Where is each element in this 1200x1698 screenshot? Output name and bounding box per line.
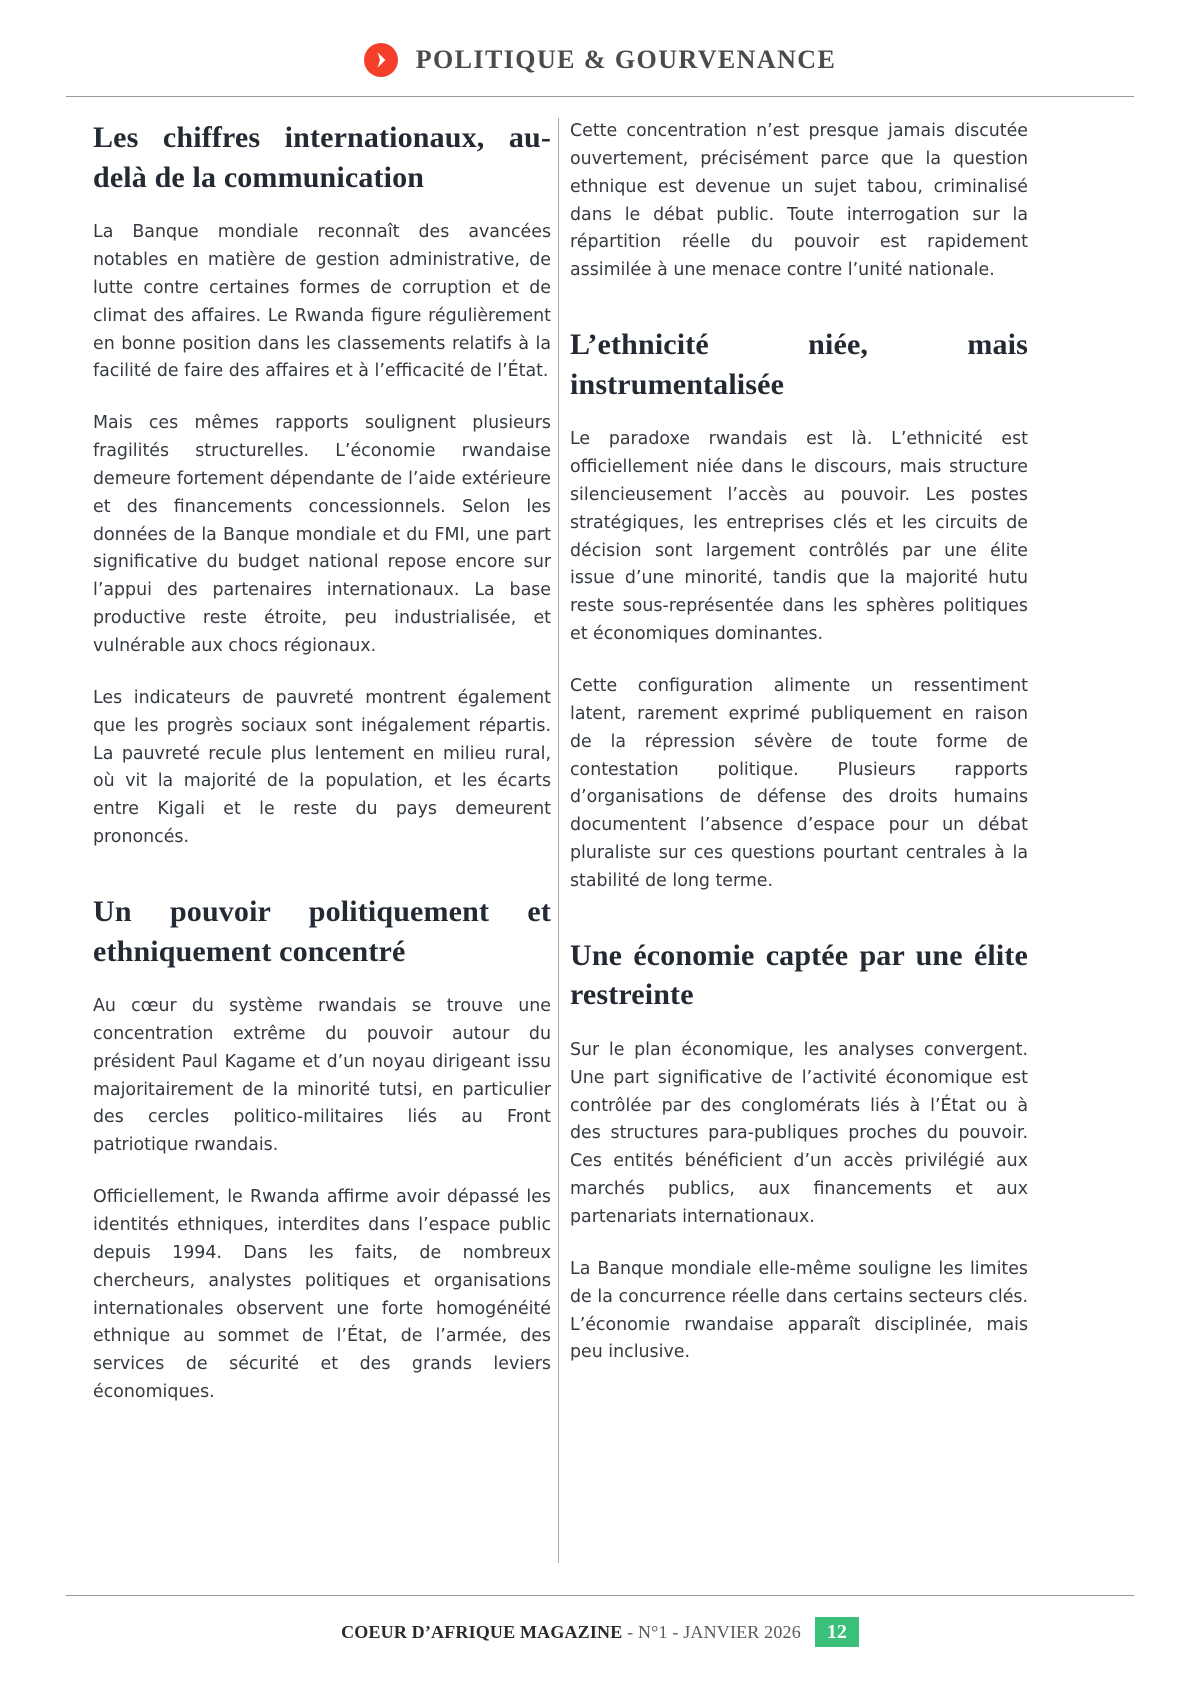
magazine-brand-name: COEUR D’AFRIQUE MAGAZINE (341, 1621, 623, 1642)
body-paragraph: Mais ces mêmes rapports soulignent plusieurs fragilités structurelles. L’économie rwandaise demeure fortement dépendante de l’aide extérieure et des financements concessionnels. Selon les données de la Banque mondiale et du FMI, une part significative du budget national repose encore sur l’appui des partenaires internationaux. La base productive reste étroite, peu industrialisée, et vulnérable aux chocs régionaux. (93, 413, 551, 656)
body-paragraph: Les indicateurs de pauvreté montrent également que les progrès sociaux sont inégalement répartis. La pauvreté recule plus lentement en milieu rural, où vit la majorité de la population, et les écarts entre Kigali et le reste du pays demeurent prononcés. (93, 687, 551, 848)
left-column (93, 118, 551, 1407)
body-paragraph: Au cœur du système rwandais se trouve une concentration extrême du pouvoir autour du président Paul Kagame et d’un noyau dirigeant issu majoritairement de la minorité tutsi, en particulier des cercles politico-militaires liés au Front patriotique rwandais. (93, 996, 551, 1156)
section-heading: Une économie captée par une élite restreinte (570, 938, 1028, 1012)
page-masthead (0, 36, 1200, 84)
body-paragraph: Officiellement, le Rwanda affirme avoir dépassé les identités ethniques, interdites dans l’espace public depuis 1994. Dans les faits, de nombreux chercheurs, analystes politiques et organisations internationales observent une forte homogénéité ethnique au sommet de l’État, de l’armée, des services de sécurité et des grands leviers économiques. (93, 1187, 551, 1403)
body-paragraph: Cette concentration n’est presque jamais discutée ouvertement, précisément parce que la question ethnique est devenue un sujet tabou, criminalisé dans le débat public. Toute interrogation sur la répartition réelle du pouvoir est rapidement assimilée à une menace contre l’unité nationale. (570, 121, 1028, 281)
section-heading: Les chiffres internationaux, au-delà de la communication (93, 121, 551, 194)
footer-divider-rule (66, 1595, 1134, 1596)
section-heading: L’ethnicité niée, mais instrumentalisée (570, 328, 1028, 401)
issue-date-label: - N°1 - JANVIER 2026 (622, 1621, 801, 1642)
section-kicker-title: POLITIQUE & GOURVENANCE (415, 45, 837, 74)
chevron-right-circle-icon (364, 43, 398, 77)
footer-inner (341, 1617, 859, 1647)
page-number-badge: 12 (815, 1617, 859, 1647)
column-divider (558, 118, 559, 1563)
body-paragraph: La Banque mondiale elle-même souligne les limites de la concurrence réelle dans certains secteurs clés. L’économie rwandaise apparaît disciplinée, mais peu inclusive. (570, 1258, 1028, 1363)
section-heading: Un pouvoir politiquement et ethniquement concentré (93, 894, 551, 968)
body-paragraph: Sur le plan économique, les analyses convergent. Une part significative de l’activité économique est contrôlée par des conglomérats liés à l’État ou à des structures para-publiques proches du pouvoir. Ces entités bénéficient d’un accès privilégié aux marchés publics, aux financements et aux partenariats internationaux. (570, 1039, 1028, 1227)
body-paragraph: Cette configuration alimente un ressentiment latent, rarement exprimé publiquement en raison de la répression sévère de toute forme de contestation politique. Plusieurs rapports d’organisations de défense des droits humains documentent l’absence d’espace pour un débat pluraliste sur ces questions pourtant centrales à la stabilité de long terme. (570, 676, 1028, 891)
header-divider-rule (66, 96, 1134, 97)
footer-credit (341, 1622, 801, 1643)
article-columns (66, 118, 1134, 1563)
right-column (570, 118, 1028, 1367)
page-footer (0, 1612, 1200, 1652)
body-paragraph: La Banque mondiale reconnaît des avancées notables en matière de gestion administrative, de lutte contre certaines formes de corruption et de climat des affaires. Le Rwanda figure régulièrement en bonne position dans les classements relatifs à la facilité de faire des affaires et à l’efficacité de l’État. (93, 222, 551, 382)
body-paragraph: Le paradoxe rwandais est là. L’ethnicité est officiellement niée dans le discours, mais structure silencieusement l’accès au pouvoir. Les postes stratégiques, les entreprises clés et les circuits de décision sont largement contrôlés par une élite issue d’une minorité, tandis que la majorité hutu reste sous-représentée dans les sphères politiques et économiques dominantes. (570, 429, 1028, 645)
